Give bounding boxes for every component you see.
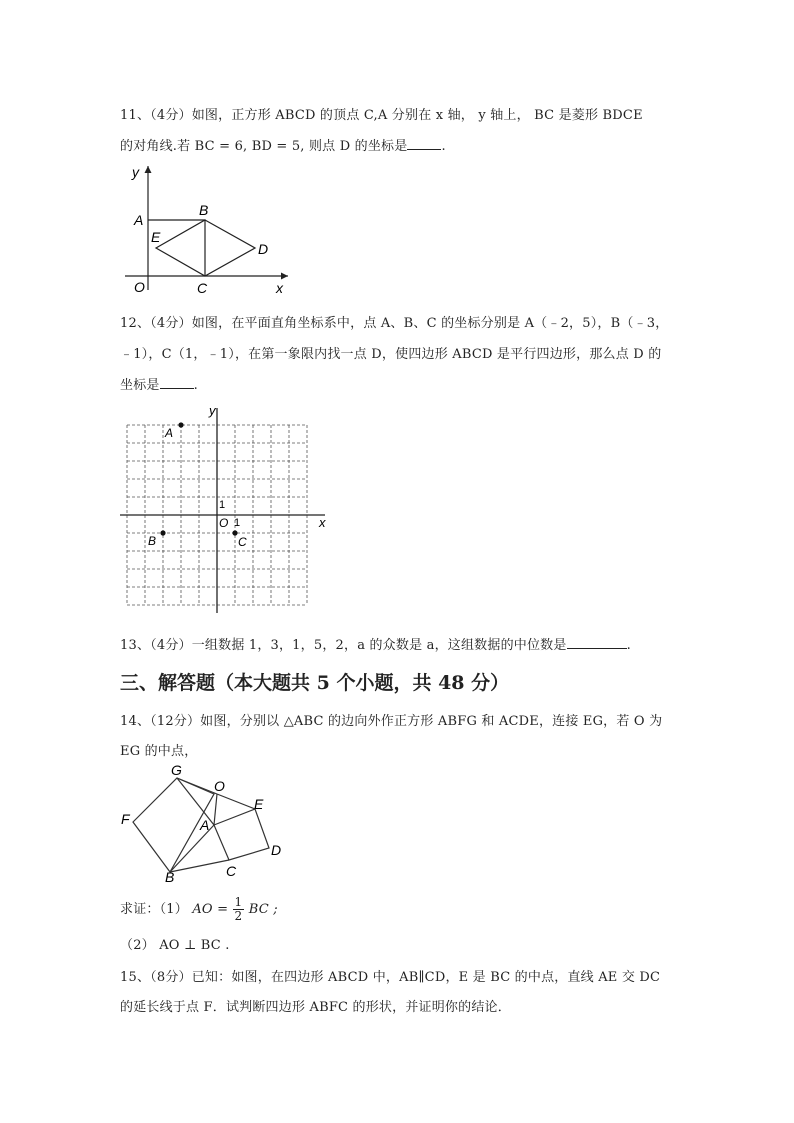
q14-label-B: B bbox=[165, 869, 175, 885]
q12-line1: 12、（4分）如图，在平面直角坐标系中，点 A、B、C 的坐标分别是 A（﹣2，5），B（﹣3， bbox=[120, 316, 669, 331]
q13-text: 13、（4分）一组数据 1，3，1，5，2，a 的众数是 a，这组数据的中位数是 bbox=[120, 638, 567, 653]
q12-label-x: x bbox=[319, 515, 326, 530]
q12-label-one-x: 1 bbox=[234, 517, 241, 529]
q14-label-O: O bbox=[214, 778, 225, 794]
q12-figure bbox=[120, 400, 330, 615]
q13-answer-blank bbox=[567, 636, 627, 649]
q13-end: . bbox=[626, 638, 631, 653]
q11-line2-text: 的对角线.若 BC = 6, BD = 5, 则点 D 的坐标是 bbox=[120, 139, 408, 154]
q14-proof-2: （2） AO ⊥ BC . bbox=[120, 938, 230, 953]
q14-label-E: E bbox=[254, 796, 264, 812]
q12-label-B: B bbox=[148, 534, 157, 548]
q12-label-A: A bbox=[165, 426, 174, 440]
q14-label-D: D bbox=[271, 842, 282, 858]
q12-label-y: y bbox=[209, 403, 216, 418]
q11-label-D: D bbox=[258, 241, 269, 257]
q12-line3-text: 坐标是 bbox=[120, 378, 160, 393]
q11-label-y: y bbox=[132, 164, 139, 180]
q14-label-C: C bbox=[226, 863, 237, 879]
q14-proof1-rhs: BC ; bbox=[248, 902, 278, 917]
q15-line2: 的延长线于点 F．试判断四边形 ABFC 的形状，并证明你的结论． bbox=[120, 1000, 511, 1015]
q14-proof1-numerator: 1 bbox=[234, 895, 243, 909]
q13-line bbox=[120, 634, 631, 653]
q14-segment-oe bbox=[217, 794, 255, 809]
q14-label-G: G bbox=[171, 762, 182, 778]
section-heading: 三、解答题（本大题共 5 个小题，共 48 分） bbox=[120, 672, 510, 694]
q12-point-B bbox=[160, 530, 165, 535]
q11-label-x: x bbox=[276, 280, 283, 296]
q14-proof1-denominator: 2 bbox=[234, 909, 243, 923]
q14-label-A: A bbox=[200, 817, 210, 833]
q14-proof1-fraction bbox=[233, 896, 245, 923]
q11-line2-end: . bbox=[441, 139, 446, 154]
q11-label-C: C bbox=[197, 280, 208, 296]
q11-label-E: E bbox=[151, 229, 161, 245]
q11-answer-blank bbox=[407, 137, 441, 150]
q11-line2 bbox=[120, 135, 446, 154]
q14-line2: EG 的中点， bbox=[120, 744, 198, 759]
q11-label-O: O bbox=[134, 279, 145, 295]
q12-answer-blank bbox=[160, 376, 194, 389]
q14-proof-1 bbox=[120, 896, 278, 923]
q12-point-A bbox=[178, 422, 183, 427]
q12-label-O: O bbox=[219, 516, 229, 530]
q12-line3 bbox=[120, 374, 198, 393]
q14-segment-ao bbox=[214, 794, 217, 825]
q12-point-C bbox=[232, 530, 237, 535]
q12-label-one-y: 1 bbox=[219, 499, 226, 511]
q14-proof1-lhs: AO = bbox=[192, 902, 229, 917]
q14-line1: 14、（12分）如图，分别以 △ABC 的边向外作正方形 ABFG 和 ACDE，连接 EG，若 O 为 bbox=[120, 714, 663, 729]
q12-line2: ﹣1），C（1，﹣1），在第一象限内找一点 D，使四边形 ABCD 是平行四边形，那么点 D 的 bbox=[120, 347, 662, 362]
q11-figure bbox=[120, 162, 300, 297]
q11-label-B: B bbox=[199, 202, 209, 218]
q11-line1: 11、（4分）如图，正方形 ABCD 的顶点 C,A 分别在 x 轴， y 轴上， BC 是菱形 BDCE bbox=[120, 108, 643, 123]
q12-line3-end: . bbox=[193, 378, 198, 393]
q14-square-acde bbox=[214, 809, 269, 860]
q14-proof-label: 求证：（1） bbox=[120, 902, 188, 917]
q14-label-F: F bbox=[121, 811, 130, 827]
q15-line1: 15、（8分）已知：如图，在四边形 ABCD 中，AB∥CD，E 是 BC 的中点，直线 AE 交 DC bbox=[120, 970, 661, 985]
q11-label-A: A bbox=[134, 212, 144, 228]
q14-figure bbox=[118, 764, 288, 884]
q12-label-C: C bbox=[238, 535, 247, 549]
